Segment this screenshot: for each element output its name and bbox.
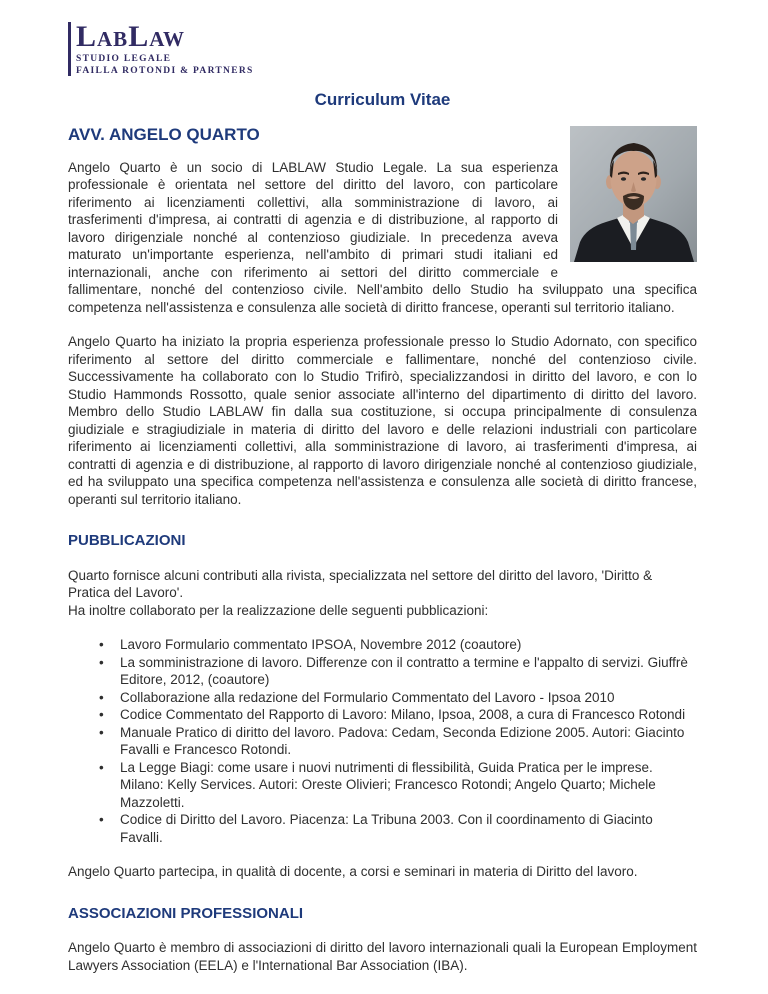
page-header (68, 22, 697, 78)
teaching-paragraph: Angelo Quarto partecipa, in qualità di docente, a corsi e seminari in materia di Diritto del lavoro. (68, 864, 638, 879)
list-item: • Codice di Diritto del Lavoro. Piacenza: La Tribuna 2003. Con il coordinamento di Giacinto Favalli. (68, 811, 697, 846)
section-heading-associazioni: ASSOCIAZIONI PROFESSIONALI (68, 904, 304, 922)
document-body (68, 126, 697, 974)
document-title: Curriculum Vitae (314, 90, 451, 109)
portrait-photo (570, 126, 697, 262)
portrait-photo-image (570, 126, 697, 262)
logo-letters: AW (149, 27, 186, 51)
publications-intro-line1: Quarto fornisce alcuni contributi alla rivista, specializzata nel settore del diritto del lavoro, 'Diritto & Pratica del Lavoro'. (68, 567, 653, 600)
associations-paragraph: Angelo Quarto è membro di associazioni di diritto del lavoro internazionali quali la European Employment Lawyers Association (EELA) e l'International Bar Association (IBA). (68, 940, 697, 973)
section-heading-pubblicazioni: PUBBLICAZIONI (68, 532, 186, 549)
list-item: • Manuale Pratico di diritto del lavoro. Padova: Cedam, Seconda Edizione 2005. Autori: Giacinto Favalli e Francesco Rotondi. (68, 724, 697, 759)
name-heading: AVV. ANGELO QUARTO (68, 125, 260, 144)
list-item: • Codice Commentato del Rapporto di Lavoro: Milano, Ipsoa, 2008, a cura di Francesco Rotondi (68, 706, 697, 724)
lablaw-logo (68, 22, 254, 76)
logo-subtitle-partners: FAILLA ROTONDI & PARTNERS (76, 66, 254, 76)
publications-intro (68, 567, 697, 620)
logo-letter: L (76, 20, 98, 53)
list-item: • Collaborazione alla redazione del Formulario Commentato del Lavoro - Ipsoa 2010 (68, 689, 697, 707)
logo-letters: AB (97, 27, 129, 51)
publications-intro-line2: Ha inoltre collaborato per la realizzazione delle seguenti pubblicazioni: (68, 602, 489, 618)
logo-subtitle-studio-legale: STUDIO LEGALE (76, 54, 172, 64)
intro-paragraph: Angelo Quarto è un socio di LABLAW Studio Legale. La sua esperienza professionale è orientata nel settore del diritto del lavoro, con particolare riferimento ai licenziamenti collettivi, alla somministrazione di lavoro, ai trasferimenti d'impresa, ai contratti di agenzia e di distribuzione, al rapporto di lavoro dirigenziale nonché al contenzioso giudiziale. In precedenza aveva maturato un'importante esperienza, nell'ambito di primari studi italiani ed internazionali, anche con riferimento ai settori del diritto commerciale e fallimentare, nonché del contenzioso civile. Nell'ambito dello Studio ha sviluppato una specifica competenza nell'assistenza e consulenza alle società di diritto francese, operanti sul territorio italiano. (68, 159, 697, 315)
publications-list (68, 636, 697, 846)
career-paragraph: Angelo Quarto ha iniziato la propria esperienza professionale presso lo Studio Adornato, con specifico riferimento al settore del diritto commerciale e fallimentare, nonché del contenzioso civile. Successivamente ha collaborato con lo Studio Trifirò, specializzandosi in diritto del lavoro, e con lo Studio Hammonds Rossotto, quale senior associate all'interno del dipartimento di diritto del lavoro. Membro dello Studio LABLAW fin dalla sua costituzione, si occupa principalmente di consulenza giudiziale e stragiudiziale in materia di diritto del lavoro e delle relazioni industriali con particolare riferimento ai licenziamenti collettivi, alla somministrazione di lavoro, ai trasferimenti d'impresa, ai contratti di agenzia e di distribuzione, al rapporto di lavoro dirigenziale nonché al contenzioso giudiziale, ed ha sviluppato una specifica competenza nell'assistenza e consulenza alle società di diritto francese, operanti sul territorio italiano. (68, 334, 697, 507)
list-item: • La somministrazione di lavoro. Differenze con il contratto a termine e l'appalto di servizi. Giuffrè Editore, 2012, (coautore) (68, 654, 697, 689)
list-item: • La Legge Biagi: come usare i nuovi nutrimenti di flessibilità, Guida Pratica per le imprese. Milano: Kelly Services. Autori: Oreste Olivieri; Francesco Rotondi; Angelo Quarto; Michele Mazzoletti. (68, 759, 697, 812)
lablaw-wordmark (76, 22, 254, 52)
list-item: • Lavoro Formulario commentato IPSOA, Novembre 2012 (coautore) (68, 636, 697, 654)
logo-letter: L (128, 20, 150, 53)
